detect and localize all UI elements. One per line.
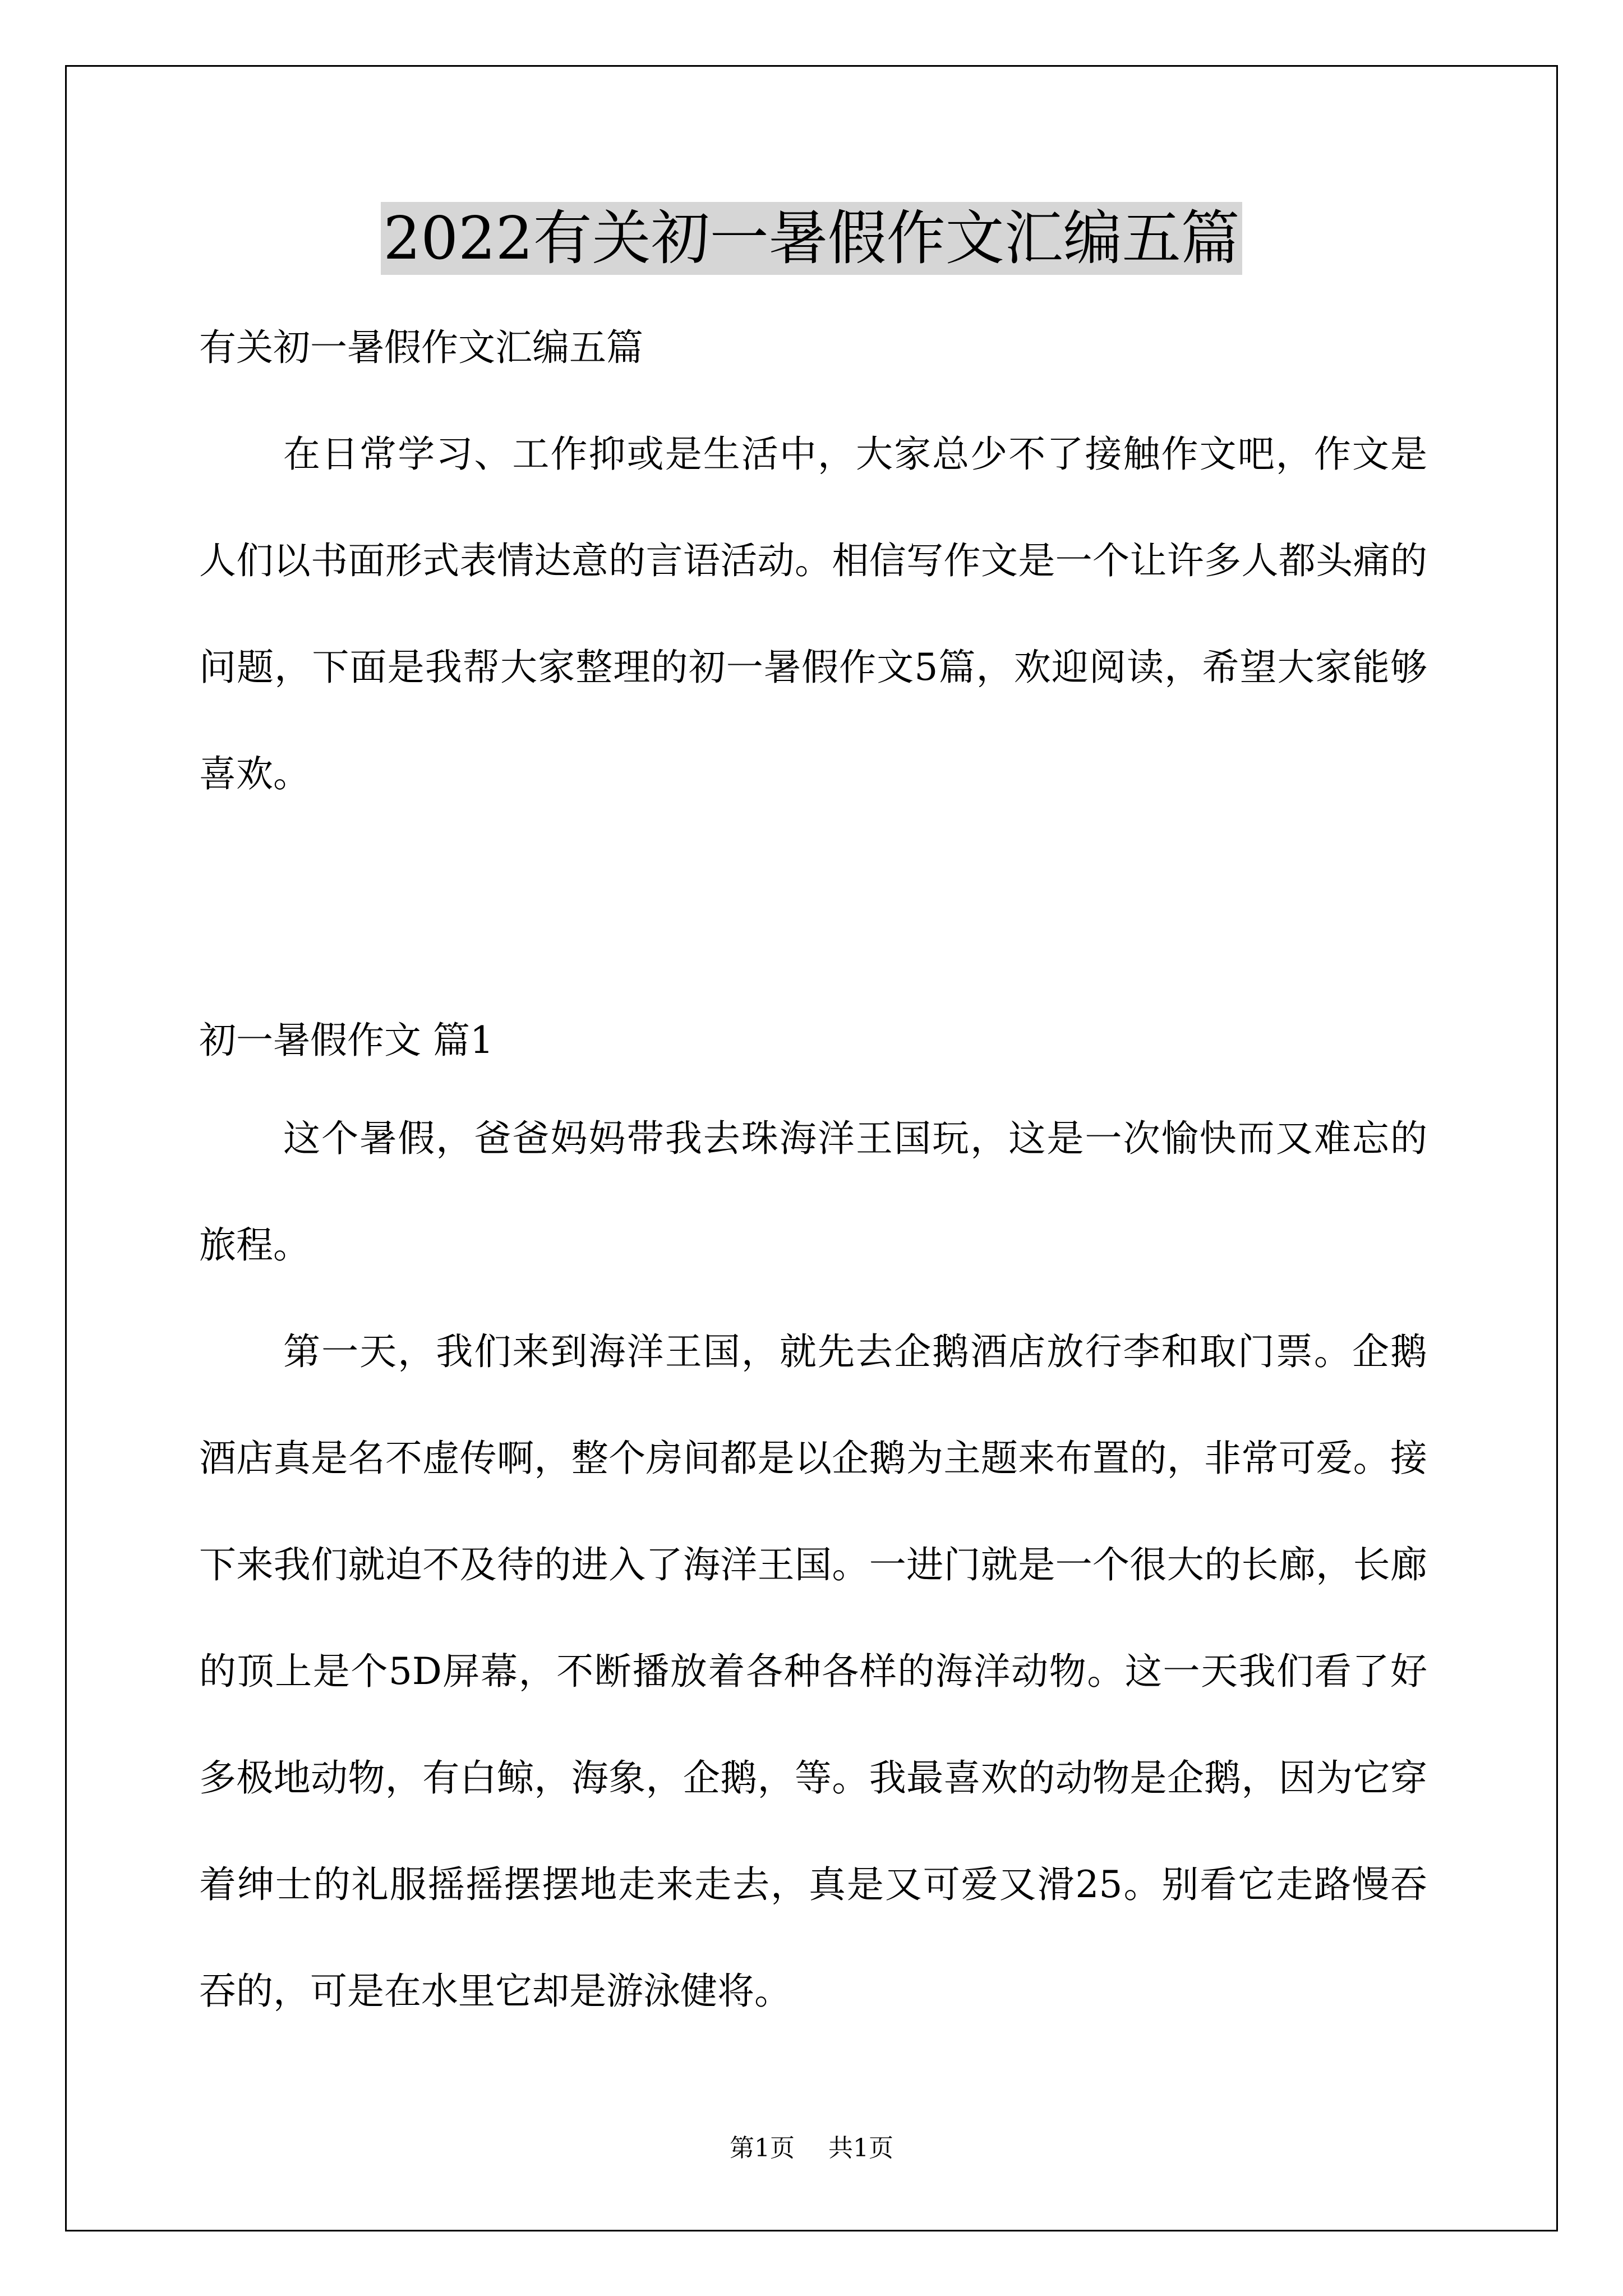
document-title: 2022有关初一暑假作文汇编五篇 (381, 202, 1242, 275)
intro-paragraph: 在日常学习、工作抑或是生活中，大家总少不了接触作文吧，作文是人们以书面形式表情达意的言语活动。相信写作文是一个让许多人都头痛的问题，下面是我帮大家整理的初一暑假作文5篇，欢迎阅读，希望大家能够喜欢。 (199, 432, 1427, 795)
page-number: 第1页 (730, 2134, 795, 2162)
title-container (0, 202, 1623, 275)
section-heading: 初一暑假作文 篇1 (199, 1019, 494, 1062)
paragraph-1: 这个暑假，爸爸妈妈带我去珠海洋王国玩，这是一次愉快而又难忘的旅程。 (199, 1117, 1427, 1267)
page-total: 共1页 (828, 2134, 893, 2162)
document-subtitle: 有关初一暑假作文汇编五篇 (199, 326, 643, 369)
paragraph-2: 第一天，我们来到海洋王国，就先去企鹅酒店放行李和取门票。企鹅酒店真是名不虚传啊，整个房间都是以企鹅为主题来布置的，非常可爱。接下来我们就迫不及待的进入了海洋王国。一进门就是一个很大的长廊，长廊的顶上是个5D屏幕，不断播放着各种各样的海洋动物。这一天我们看了好多极地动物，有白鲸，海象，企鹅，等。我最喜欢的动物是企鹅，因为它穿着绅士的礼服摇摇摆摆地走来走去，真是又可爱又滑25。别看它走路慢吞吞的，可是在水里它却是游泳健将。 (199, 1330, 1427, 2013)
page-footer (0, 2132, 1623, 2165)
